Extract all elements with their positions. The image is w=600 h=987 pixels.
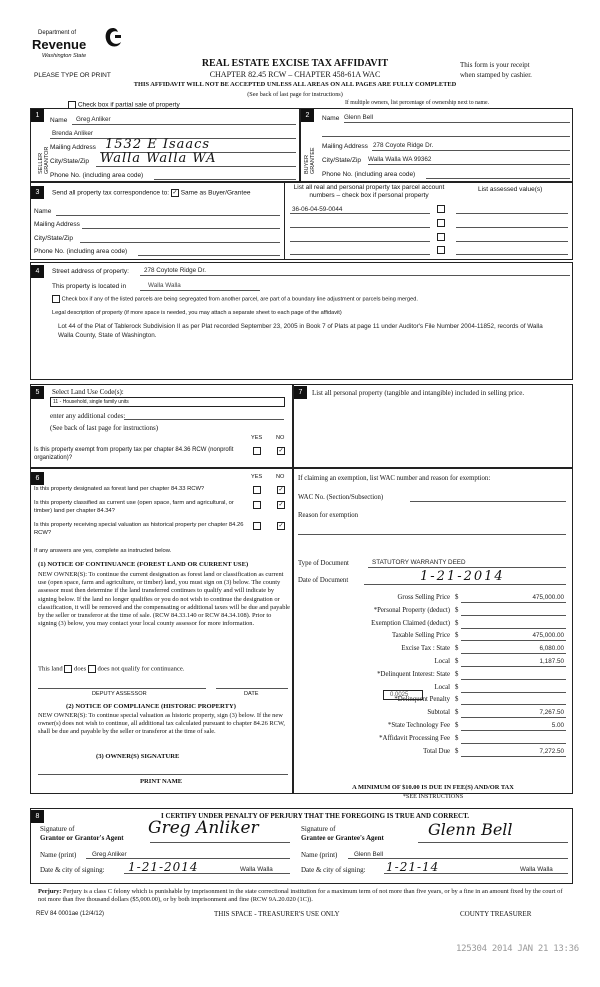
receipt-note-2: when stamped by cashier. bbox=[460, 71, 532, 79]
s3-mailing-label: Mailing Address bbox=[34, 221, 80, 228]
form-chapter: CHAPTER 82.45 RCW – CHAPTER 458-61A WAC bbox=[209, 70, 381, 79]
s4-street-label: Street address of property: bbox=[52, 268, 129, 275]
s3-pp-checkbox-4[interactable] bbox=[437, 246, 445, 254]
s1-phone-label: Phone No. (including area code) bbox=[50, 172, 144, 179]
s2-city[interactable]: Walla Walla WA 99362 bbox=[368, 156, 432, 163]
section-1-number: 1 bbox=[31, 109, 44, 122]
calc-value[interactable]: 7,267.50 bbox=[539, 709, 564, 716]
s3-phone-label: Phone No. (including area code) bbox=[34, 248, 128, 255]
s5-code: 11 - Household, single family units bbox=[53, 399, 129, 405]
s7-reason-label: Reason for exemption bbox=[298, 512, 359, 519]
s2-name-label: Name bbox=[322, 115, 340, 122]
minimum-note: A MINIMUM OF $10.00 IS DUE IN FEE(S) AND/OR TAX bbox=[352, 784, 514, 791]
s4-legal[interactable]: Lot 44 of the Plat of Tablerock Subdivision II as per Plat recorded September 23, 2005 in Book 7 of Plats at page 11 under Auditor's File Number 2004-11852, records of Walla Walla County, State of Washington. bbox=[58, 323, 543, 339]
calc-dollar: $ bbox=[455, 645, 459, 652]
form-id: REV 84 0001ae (12/4/12) bbox=[36, 911, 105, 917]
local-rate: 0.0025 bbox=[390, 692, 409, 698]
see-instructions: *SEE INSTRUCTIONS bbox=[402, 793, 464, 800]
s6-print-name: PRINT NAME bbox=[140, 778, 183, 785]
calc-value[interactable]: 1,187.50 bbox=[539, 658, 564, 665]
calc-label: *State Technology Fee bbox=[387, 722, 450, 729]
s8-sig-grantor-1: Signature of bbox=[40, 825, 75, 833]
s6-no: NO bbox=[276, 474, 285, 480]
s8-grantee-date-label: Date & city of signing: bbox=[301, 866, 366, 874]
calc-label: *Affidavit Processing Fee bbox=[379, 735, 450, 742]
s4-segregated-row bbox=[52, 295, 418, 303]
logo-swirl-icon bbox=[102, 26, 124, 52]
calc-dollar: $ bbox=[455, 607, 459, 614]
s6-q2-yes-checkbox[interactable] bbox=[253, 501, 261, 509]
s7-doc-date[interactable]: 1-21-2014 bbox=[420, 569, 505, 584]
s3-list-header-1: List all real and personal property tax parcel account bbox=[293, 184, 445, 191]
s3-pp-checkbox-1[interactable] bbox=[437, 205, 445, 213]
form-warning: THIS AFFIDAVIT WILL NOT BE ACCEPTED UNLESS ALL AREAS ON ALL PAGES ARE FULLY COMPLETED bbox=[133, 81, 457, 88]
s7-doc-date-label: Date of Document bbox=[298, 577, 349, 584]
section-8-number: 8 bbox=[31, 810, 44, 823]
s6-land-row bbox=[38, 665, 184, 673]
s6-date: DATE bbox=[244, 691, 259, 697]
s1-name1[interactable]: Greg Anliker bbox=[76, 116, 111, 123]
s6-notice1-title: (1) NOTICE OF CONTINUANCE (FOREST LAND OR CURRENT USE) bbox=[38, 561, 249, 568]
calc-dollar: $ bbox=[455, 696, 459, 703]
s6-notice2-title: (2) NOTICE OF COMPLIANCE (HISTORIC PROPERTY) bbox=[66, 703, 236, 710]
calc-label: *Personal Property (deduct) bbox=[373, 607, 450, 614]
calc-dollar: $ bbox=[455, 658, 459, 665]
s6-q3-no-checkbox[interactable]: ✓ bbox=[278, 523, 284, 529]
s1-name-label: Name bbox=[50, 117, 68, 124]
s6-does-not-checkbox[interactable] bbox=[88, 665, 96, 673]
s6-does-checkbox[interactable] bbox=[64, 665, 72, 673]
s2-name1[interactable]: Glenn Bell bbox=[344, 114, 374, 121]
s8-sig-grantor-2: Grantor or Grantor's Agent bbox=[40, 834, 124, 842]
calc-dollar: $ bbox=[455, 748, 459, 755]
buyer-grantee-label: BUYER GRANTEE bbox=[304, 147, 316, 174]
s3-pp-checkbox-3[interactable] bbox=[437, 233, 445, 241]
s6-notice2-text: NEW OWNER(S): To continue special valuation as historic property, sign (3) below. If the new owner(s) does not wish to continue, all additional tax calculated pursuant to chapter 84.26 RCW, shall be due and payable by the seller or transferor at the time of sale. bbox=[38, 712, 285, 736]
calc-dollar: $ bbox=[455, 671, 459, 678]
s7-exemption-label: If claiming an exemption, list WAC number and reason for exemption: bbox=[298, 475, 491, 482]
s3-name-label: Name bbox=[34, 208, 52, 215]
logo-state: Washington State bbox=[42, 53, 87, 59]
s3-list-header-2: numbers – check box if personal property bbox=[309, 192, 429, 199]
logo-dept: Department of bbox=[38, 30, 77, 36]
s8-grantee-name-label: Name (print) bbox=[301, 851, 338, 859]
s6-q1-no-checkbox[interactable]: ✓ bbox=[278, 487, 284, 493]
s5-no: NO bbox=[276, 435, 285, 441]
s2-mailing[interactable]: 278 Coyote Ridge Dr. bbox=[373, 142, 434, 149]
calc-label: Total Due bbox=[423, 748, 450, 755]
s8-grantor-date-label: Date & city of signing: bbox=[40, 866, 105, 874]
s5-exempt-yes-checkbox[interactable] bbox=[253, 447, 261, 455]
s3-parcel-1[interactable]: 36-06-04-59-0044 bbox=[292, 206, 343, 213]
s7-list-label: List all personal property (tangible and intangible) included in selling price. bbox=[312, 389, 525, 397]
s6-q2-no-checkbox[interactable]: ✓ bbox=[278, 502, 284, 508]
s6-deputy: DEPUTY ASSESSOR bbox=[92, 691, 147, 697]
s4-located-label: This property is located in bbox=[52, 283, 127, 290]
s2-mailing-label: Mailing Address bbox=[322, 143, 368, 150]
s7-doc-type-label: Type of Document bbox=[298, 560, 349, 567]
calc-value[interactable]: 475,000.00 bbox=[532, 632, 564, 639]
s1-mailing[interactable]: 1532 E Isaacs bbox=[105, 137, 211, 152]
s2-city-label: City/State/Zip bbox=[322, 157, 362, 164]
calc-label: Local bbox=[434, 684, 450, 691]
s4-segregated-label: Check box if any of the listed parcels are being segregated from another parcel, are part of a boundary line adjustment or parcels being merged. bbox=[61, 296, 418, 303]
calc-label: *Delinquent Interest: State bbox=[377, 671, 450, 678]
s1-city-label: City/State/Zip bbox=[50, 158, 90, 165]
dor-logo bbox=[32, 26, 122, 68]
section-6-box bbox=[30, 468, 293, 794]
s5-additional-label: enter any additional codes: bbox=[50, 412, 126, 420]
county-treasurer: COUNTY TREASURER bbox=[460, 910, 532, 918]
s8-grantor-name-label: Name (print) bbox=[40, 851, 77, 859]
s8-sig-grantee-2: Grantee or Grantee's Agent bbox=[301, 834, 384, 842]
s3-pp-checkbox-2[interactable] bbox=[437, 219, 445, 227]
calc-label: *Delinquent Penalty bbox=[394, 696, 450, 703]
treasurer-space: THIS SPACE - TREASURER'S USE ONLY bbox=[214, 910, 340, 918]
calc-label: Taxable Selling Price bbox=[391, 632, 450, 639]
calc-label: Local bbox=[434, 658, 450, 665]
s6-does-not: does not qualify for continuance. bbox=[97, 665, 185, 673]
s7-wac-label: WAC No. (Section/Subsection) bbox=[298, 494, 384, 501]
s6-notice3-title: (3) OWNER(S) SIGNATURE bbox=[96, 753, 180, 760]
s3-same-as-label: Same as Buyer/Grantee bbox=[180, 189, 251, 197]
perjury-text: Perjury is a class C felony which is punishable by imprisonment in the state correctional institution for a maximum term of not more than five years, or by a fine in an amount fixed by the court of not more than five thousand dollars ($5,000.00), or by both imprisonment and fine (RCW 9A.20.020 (1C)). bbox=[38, 888, 563, 904]
s5-yes: YES bbox=[251, 435, 263, 441]
section-6-number: 6 bbox=[31, 472, 44, 485]
s1-name2[interactable]: Brenda Anliker bbox=[52, 130, 93, 137]
s4-legal-label: Legal description of property (if more space is needed, you may attach a separate sheet to each page of the affidavit) bbox=[52, 310, 342, 316]
s6-q3-yes-checkbox[interactable] bbox=[253, 522, 261, 530]
partial-sale-label: Check box if partial sale of property bbox=[77, 101, 180, 109]
s3-send-label: Send all property tax correspondence to: bbox=[52, 189, 170, 197]
form-see-back: (See back of last page for instructions) bbox=[247, 91, 343, 98]
section-5-number: 5 bbox=[31, 386, 44, 399]
calc-label: Excise Tax : State bbox=[401, 645, 450, 652]
s1-mailing-label: Mailing Address bbox=[50, 144, 96, 151]
calc-value[interactable]: 475,000.00 bbox=[532, 594, 564, 601]
s8-certify: I CERTIFY UNDER PENALTY OF PERJURY THAT THE FOREGOING IS TRUE AND CORRECT. bbox=[160, 812, 469, 820]
section-4-box bbox=[30, 262, 573, 380]
s3-city-label: City/State/Zip bbox=[34, 235, 74, 242]
calc-dollar: $ bbox=[455, 684, 459, 691]
s8-grantee-city[interactable]: Walla Walla bbox=[520, 866, 553, 873]
form-title: REAL ESTATE EXCISE TAX AFFIDAVIT bbox=[201, 58, 389, 69]
s8-grantee-signature[interactable]: Glenn Bell bbox=[428, 820, 513, 839]
s8-grantor-city[interactable]: Walla Walla bbox=[240, 866, 273, 873]
s8-sig-grantee-1: Signature of bbox=[301, 825, 336, 833]
s6-if-yes: If any answers are yes, complete as instructed below. bbox=[34, 548, 172, 554]
s8-grantee-date[interactable]: 1-21-14 bbox=[386, 860, 440, 874]
s5-select-label: Select Land Use Code(s): bbox=[52, 388, 124, 396]
multiple-owners-note: If multiple owners, list percentage of ownership next to name. bbox=[345, 100, 490, 106]
s2-phone-label: Phone No. (including area code) bbox=[322, 171, 416, 178]
s3-same-as-checkbox[interactable]: ✓ bbox=[172, 190, 178, 196]
perjury-notice bbox=[38, 888, 572, 904]
s4-segregated-checkbox[interactable] bbox=[52, 295, 60, 303]
calc-dollar: $ bbox=[455, 632, 459, 639]
section-2-number: 2 bbox=[301, 109, 314, 122]
section-4-number: 4 bbox=[31, 265, 44, 278]
calc-value[interactable]: 5.00 bbox=[551, 722, 564, 729]
calc-dollar: $ bbox=[455, 722, 459, 729]
calc-label: Gross Selling Price bbox=[397, 594, 450, 601]
calc-value[interactable]: 6,080.00 bbox=[539, 645, 564, 652]
seller-grantor-label: SELLER GRANTOR bbox=[38, 146, 50, 174]
s5-exempt-q: Is this property exempt from property tax per chapter 84.36 RCW (nonprofit organization)? bbox=[34, 447, 234, 461]
s6-q2: Is this property classified as current use (open space, farm and agricultural, or timber) land per chapter 84.34? bbox=[34, 500, 234, 514]
s3-assessed-header: List assessed value(s) bbox=[478, 186, 543, 193]
s6-yes: YES bbox=[251, 474, 263, 480]
s6-this-land: This land bbox=[38, 665, 63, 673]
s5-see-back: (See back of last page for instructions) bbox=[50, 424, 159, 432]
calc-dollar: $ bbox=[455, 735, 459, 742]
s8-grantee-name[interactable]: Glenn Bell bbox=[354, 851, 384, 858]
please-type: PLEASE TYPE OR PRINT bbox=[34, 72, 111, 79]
calc-dollar: $ bbox=[455, 594, 459, 601]
s8-grantor-date[interactable]: 1-21-2014 bbox=[128, 860, 199, 874]
s1-city[interactable]: Walla Walla WA bbox=[100, 151, 217, 166]
s8-grantor-name[interactable]: Greg Anliker bbox=[92, 851, 127, 858]
s6-notice1-text: NEW OWNER(S): To continue the current designation as forest land or classification as current use (open space, farm and agriculture, or timber) land, you must sign on (3) below. The county assessor must then determine if the land transferred continues to qualify and will indicate by signing below. If the land no longer qualifies or you do not wish to continue the designation or classification, it will be removed and the compensating or additional taxes will be due and payable by the seller or transferor at the time of sale. (RCW 84.33.140 or RCW 84.34.108). Prior to signing (3) below, you may contact your local county assessor for more information. bbox=[38, 571, 290, 628]
s7-doc-type[interactable]: STATUTORY WARRANTY DEED bbox=[372, 559, 466, 566]
calc-dollar: $ bbox=[455, 620, 459, 627]
calc-dollar: $ bbox=[455, 709, 459, 716]
s6-q1: Is this property designated as forest land per chapter 84.33 RCW? bbox=[34, 486, 205, 492]
section-3-number: 3 bbox=[31, 186, 44, 199]
calc-value[interactable]: 7,272.50 bbox=[539, 748, 564, 755]
calc-label: Exemption Claimed (deduct) bbox=[371, 620, 450, 627]
s8-grantor-signature[interactable]: Greg Anliker bbox=[148, 818, 259, 838]
calc-label: Subtotal bbox=[427, 709, 450, 716]
logo-revenue: Revenue bbox=[32, 37, 87, 52]
receipt-note-1: This form is your receipt bbox=[460, 61, 530, 69]
s5-exempt-no-checkbox[interactable]: ✓ bbox=[278, 448, 284, 454]
s6-q1-yes-checkbox[interactable] bbox=[253, 486, 261, 494]
s4-located[interactable]: Walla Walla bbox=[148, 282, 181, 289]
s6-does: does bbox=[74, 665, 87, 673]
section-7-number: 7 bbox=[294, 386, 307, 399]
s6-q3: Is this property receiving special valuation as historical property per chapter 84.26 RCW? bbox=[34, 522, 244, 536]
cashier-stamp: 125304 2014 JAN 21 13:36 bbox=[456, 944, 579, 954]
s3-send-row bbox=[52, 189, 250, 197]
perjury-bold: Perjury: bbox=[38, 888, 62, 895]
s4-street[interactable]: 278 Coytote Ridge Dr. bbox=[144, 267, 206, 274]
